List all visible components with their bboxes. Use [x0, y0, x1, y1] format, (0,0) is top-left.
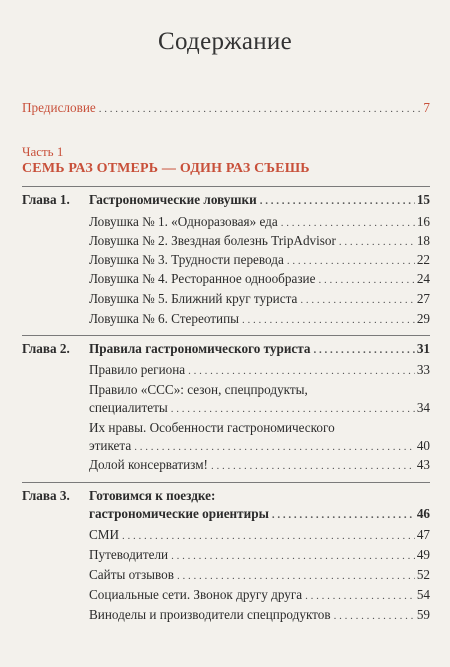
toc-entry	[89, 232, 430, 251]
divider	[22, 186, 430, 187]
preface-label: Предисловие	[22, 100, 96, 115]
divider	[22, 335, 430, 336]
entry-page: 49	[416, 547, 430, 562]
dot-leader	[171, 548, 415, 565]
dot-leader	[99, 101, 422, 118]
dot-leader	[305, 588, 415, 605]
toc-entry-chapter-2	[89, 340, 430, 359]
dot-leader	[287, 253, 415, 270]
entry-page: 59	[416, 607, 430, 622]
divider	[22, 482, 430, 483]
entry-page: 16	[416, 214, 430, 229]
entry-text: СМИ	[89, 527, 120, 542]
part-title: СЕМЬ РАЗ ОТМЕРЬ — ОДИН РАЗ СЪЕШЬ	[22, 161, 310, 176]
dot-leader	[260, 193, 415, 210]
toc-entry	[89, 606, 430, 625]
toc-entry	[89, 546, 430, 565]
dot-leader	[334, 608, 415, 625]
chapter-1-number: Глава 1.	[22, 192, 70, 207]
chapter-2-title: Правила гастрономического туриста	[89, 341, 311, 356]
entry-text: Ловушка № 3. Трудности перевода	[89, 252, 284, 267]
dot-leader	[177, 568, 415, 585]
toc-entry	[89, 456, 430, 475]
entry-text-line1: Правило «ССС»: сезон, спецпродукты,	[89, 382, 308, 397]
entry-page: 47	[416, 527, 430, 542]
chapter-3-title-line1: Готовимся к поездке:	[89, 488, 216, 503]
chapter-1-title: Гастрономические ловушки	[89, 192, 257, 207]
chapter-1-page: 15	[416, 192, 430, 207]
toc-entry	[89, 213, 430, 232]
entry-page: 40	[416, 438, 430, 453]
entry-page: 43	[416, 457, 430, 472]
chapter-3-number: Глава 3.	[22, 488, 70, 503]
toc-entry-chapter-1	[89, 191, 430, 210]
toc-entry	[89, 526, 430, 545]
toc-entry	[89, 361, 430, 380]
entry-text: Ловушка № 4. Ресторанное однообразие	[89, 271, 316, 286]
entry-page: 52	[416, 567, 430, 582]
entry-page: 33	[416, 362, 430, 377]
chapter-3-page: 46	[416, 506, 430, 521]
chapter-2-number: Глава 2.	[22, 341, 70, 356]
dot-leader	[318, 272, 414, 289]
dot-leader	[272, 507, 415, 524]
entry-text: Социальные сети. Звонок другу друга	[89, 587, 303, 602]
toc-entry	[89, 586, 430, 605]
toc-entry	[89, 290, 430, 309]
toc-entry	[89, 399, 430, 418]
entry-page: 54	[416, 587, 430, 602]
entry-text: Ловушка № 2. Звездная болезнь TripAdvisor	[89, 233, 336, 248]
dot-leader	[339, 234, 415, 251]
toc-entry	[89, 566, 430, 585]
dot-leader	[242, 312, 415, 329]
entry-page: 22	[416, 252, 430, 267]
toc-entry	[89, 251, 430, 270]
preface-page: 7	[423, 100, 430, 115]
chapter-2-page: 31	[416, 341, 430, 356]
entry-text: Ловушка № 5. Ближний круг туриста	[89, 291, 298, 306]
dot-leader	[188, 363, 415, 380]
entry-text: Виноделы и производители спецпродуктов	[89, 607, 331, 622]
part-label: Часть 1	[22, 144, 64, 159]
dot-leader	[171, 401, 415, 418]
dot-leader	[134, 439, 415, 456]
page-title: Содержание	[158, 28, 292, 55]
dot-leader	[281, 215, 415, 232]
entry-text: Ловушка № 6. Стереотипы	[89, 311, 240, 326]
toc-entry	[89, 310, 430, 329]
toc-entry-preface	[22, 99, 430, 118]
toc-entry	[89, 270, 430, 289]
entry-page: 34	[416, 400, 430, 415]
entry-page: 27	[416, 291, 430, 306]
entry-text: Путеводители	[89, 547, 169, 562]
entry-text: этикета	[89, 438, 132, 453]
entry-text: Долой консерватизм!	[89, 457, 208, 472]
entry-text: Сайты отзывов	[89, 567, 174, 582]
toc-entry-chapter-3	[89, 505, 430, 524]
entry-page: 24	[416, 271, 430, 286]
entry-text: Ловушка № 1. «Одноразовая» еда	[89, 214, 278, 229]
entry-page: 18	[416, 233, 430, 248]
entry-text-line1: Их нравы. Особенности гастрономического	[89, 420, 335, 435]
dot-leader	[122, 528, 415, 545]
toc-entry	[89, 437, 430, 456]
dot-leader	[300, 292, 414, 309]
chapter-3-title: гастрономические ориентиры	[89, 506, 269, 521]
entry-page: 29	[416, 311, 430, 326]
dot-leader	[314, 342, 415, 359]
entry-text: Правило региона	[89, 362, 186, 377]
entry-text: специалитеты	[89, 400, 168, 415]
dot-leader	[211, 458, 415, 475]
